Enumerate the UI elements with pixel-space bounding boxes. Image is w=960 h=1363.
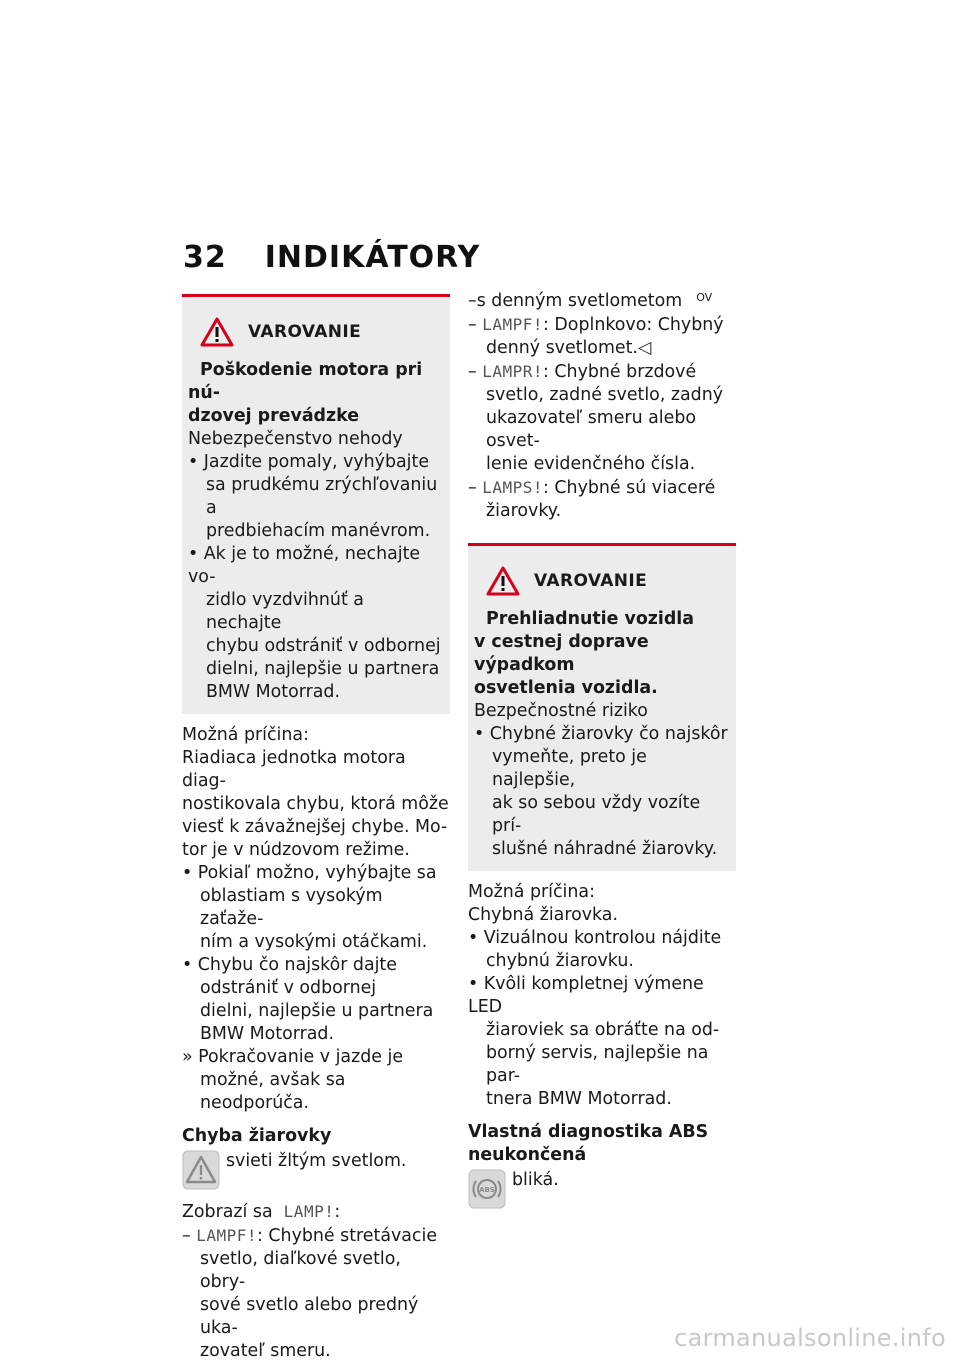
lampf-text: svetlo, diaľkové svetlo, obry- [200, 1249, 401, 1292]
indicator-row-abs [468, 1169, 736, 1209]
lampr-code: LAMPR! [482, 362, 544, 381]
abs-indicator-icon [468, 1169, 506, 1209]
warning-risk: Bezpečnostné riziko [474, 701, 648, 721]
warning-bullet: vymeňte, preto je najlepšie, [492, 747, 647, 790]
option-marker: OV [696, 291, 713, 304]
page-title: INDIKÁTORY [264, 240, 481, 275]
general-warning-indicator-icon [182, 1150, 220, 1190]
warning-danger: Nebezpečenstvo nehody [188, 429, 403, 449]
watermark: carmanualsonline.info [674, 1324, 946, 1352]
warning-subtitle: v cestnej doprave výpadkom [474, 632, 649, 675]
warning-subtitle: Poškodenie motora pri nú- [188, 360, 423, 403]
left-column [182, 294, 450, 1363]
display-code: LAMP! [283, 1202, 335, 1221]
action-item: ním a vysokými otáčkami. [200, 932, 428, 952]
warning-bullet: predbiehacím manévrom. [206, 521, 431, 541]
action-item: • Chybu čo najskôr dajte [182, 955, 397, 975]
action-item: • Vizuálnou kontrolou nájdite [468, 928, 722, 948]
warning-bullet: ak so sebou vždy vozíte prí- [492, 793, 701, 836]
lampf-code: LAMPF! [482, 315, 544, 334]
display-line: Zobrazí sa LAMP!: [182, 1202, 341, 1222]
warning-bullet: chybu odstrániť v odbornej [206, 636, 441, 656]
warning-triangle-icon [200, 317, 234, 347]
warning-subtitle: osvetlenia vozidla. [474, 678, 658, 698]
warning-bullet: sa prudkému zrýchľovaniu a [206, 475, 438, 518]
warning-bullet: • Chybné žiarovky čo najskôr [474, 724, 728, 744]
lampf-line: – LAMPF!: Doplnkovo: Chybný [468, 315, 724, 335]
cause-text: Chybná žiarovka. [468, 905, 618, 925]
warning-bullet: dielni, najlepšie u partnera [206, 659, 440, 679]
warning-header [486, 566, 728, 596]
action-item: • Kvôli kompletnej výmene LED [468, 974, 704, 1017]
action-item: dielni, najlepšie u partnera [200, 1001, 434, 1021]
cause-text: viesť k závažnejšej chybe. Mo- [182, 817, 448, 837]
warning-bullet: • Jazdite pomaly, vyhýbajte [188, 452, 430, 472]
warning-bullet: zidlo vyzdvihnúť a nechajte [206, 590, 364, 633]
indicator-description: svieti žltým svetlom. [226, 1151, 407, 1171]
action-item: • Pokiaľ možno, vyhýbajte sa [182, 863, 437, 883]
warning-bullet: BMW Motorrad. [206, 682, 340, 702]
lampr-text: lenie evidenčného čísla. [486, 454, 696, 474]
warning-box-lighting [468, 543, 736, 871]
action-item: chybnú žiarovku. [486, 951, 634, 971]
section-heading-bulb: Chyba žiarovky [182, 1126, 332, 1146]
lampr-line: – LAMPR!: Chybné brzdové [468, 362, 697, 382]
svg-text:ABS: ABS [479, 1186, 495, 1194]
page-header [183, 240, 480, 275]
right-column [468, 290, 736, 1209]
action-item: odstrániť v odbornej [200, 978, 377, 998]
lampf-text: denný svetlomet.◁ [486, 338, 652, 358]
lamps-code: LAMPS! [482, 478, 544, 497]
warning-box-engine [182, 294, 450, 714]
warning-bullet: slušné náhradné žiarovky. [492, 839, 718, 859]
result-item: » Pokračovanie v jazde je [182, 1047, 404, 1067]
indicator-description: bliká. [512, 1170, 559, 1190]
warning-subtitle: dzovej prevádzke [188, 406, 360, 426]
lampr-text: svetlo, zadné svetlo, zadný [486, 385, 724, 405]
section-heading-abs: neukončená [468, 1145, 587, 1165]
indicator-row-bulb [182, 1150, 450, 1190]
cause-label: Možná príčina: [182, 725, 309, 745]
warning-title: VAROVANIE [248, 321, 362, 342]
lampf-line: – LAMPF!: Chybné stretávacie [182, 1226, 438, 1246]
lampf-text: sové svetlo alebo predný uka- [200, 1295, 419, 1338]
warning-header [200, 317, 442, 347]
lamps-line: – LAMPS!: Chybné sú viaceré [468, 478, 716, 498]
cause-text: tor je v núdzovom režime. [182, 840, 410, 860]
cause-text: Riadiaca jednotka motora diag- [182, 748, 406, 791]
action-item: borný servis, najlepšie na par- [486, 1043, 709, 1086]
action-item: BMW Motorrad. [200, 1024, 334, 1044]
page-number: 32 [183, 240, 227, 275]
action-item: tnera BMW Motorrad. [486, 1089, 672, 1109]
warning-bullet: • Ak je to možné, nechajte vo- [188, 544, 421, 587]
section-heading-abs: Vlastná diagnostika ABS [468, 1122, 709, 1142]
action-item: žiaroviek sa obráťte na od- [486, 1020, 720, 1040]
warning-title: VAROVANIE [534, 570, 648, 591]
result-item: možné, avšak sa neodporúča. [200, 1070, 346, 1113]
warning-triangle-icon [486, 566, 520, 596]
lampr-text: ukazovateľ smeru alebo osvet- [486, 408, 696, 451]
warning-subtitle: Prehliadnutie vozidla [486, 609, 694, 629]
lampf-text: zovateľ smeru. [200, 1341, 331, 1361]
lamps-text: žiarovky. [486, 501, 562, 521]
action-item: oblastiam s vysokým zaťaže- [200, 886, 383, 929]
drl-line: –s denným svetlometom $^{OV}$ [468, 291, 713, 311]
lampf-code: LAMPF! [196, 1226, 258, 1245]
cause-text: nostikovala chybu, ktorá môže [182, 794, 449, 814]
cause-label: Možná príčina: [468, 882, 595, 902]
